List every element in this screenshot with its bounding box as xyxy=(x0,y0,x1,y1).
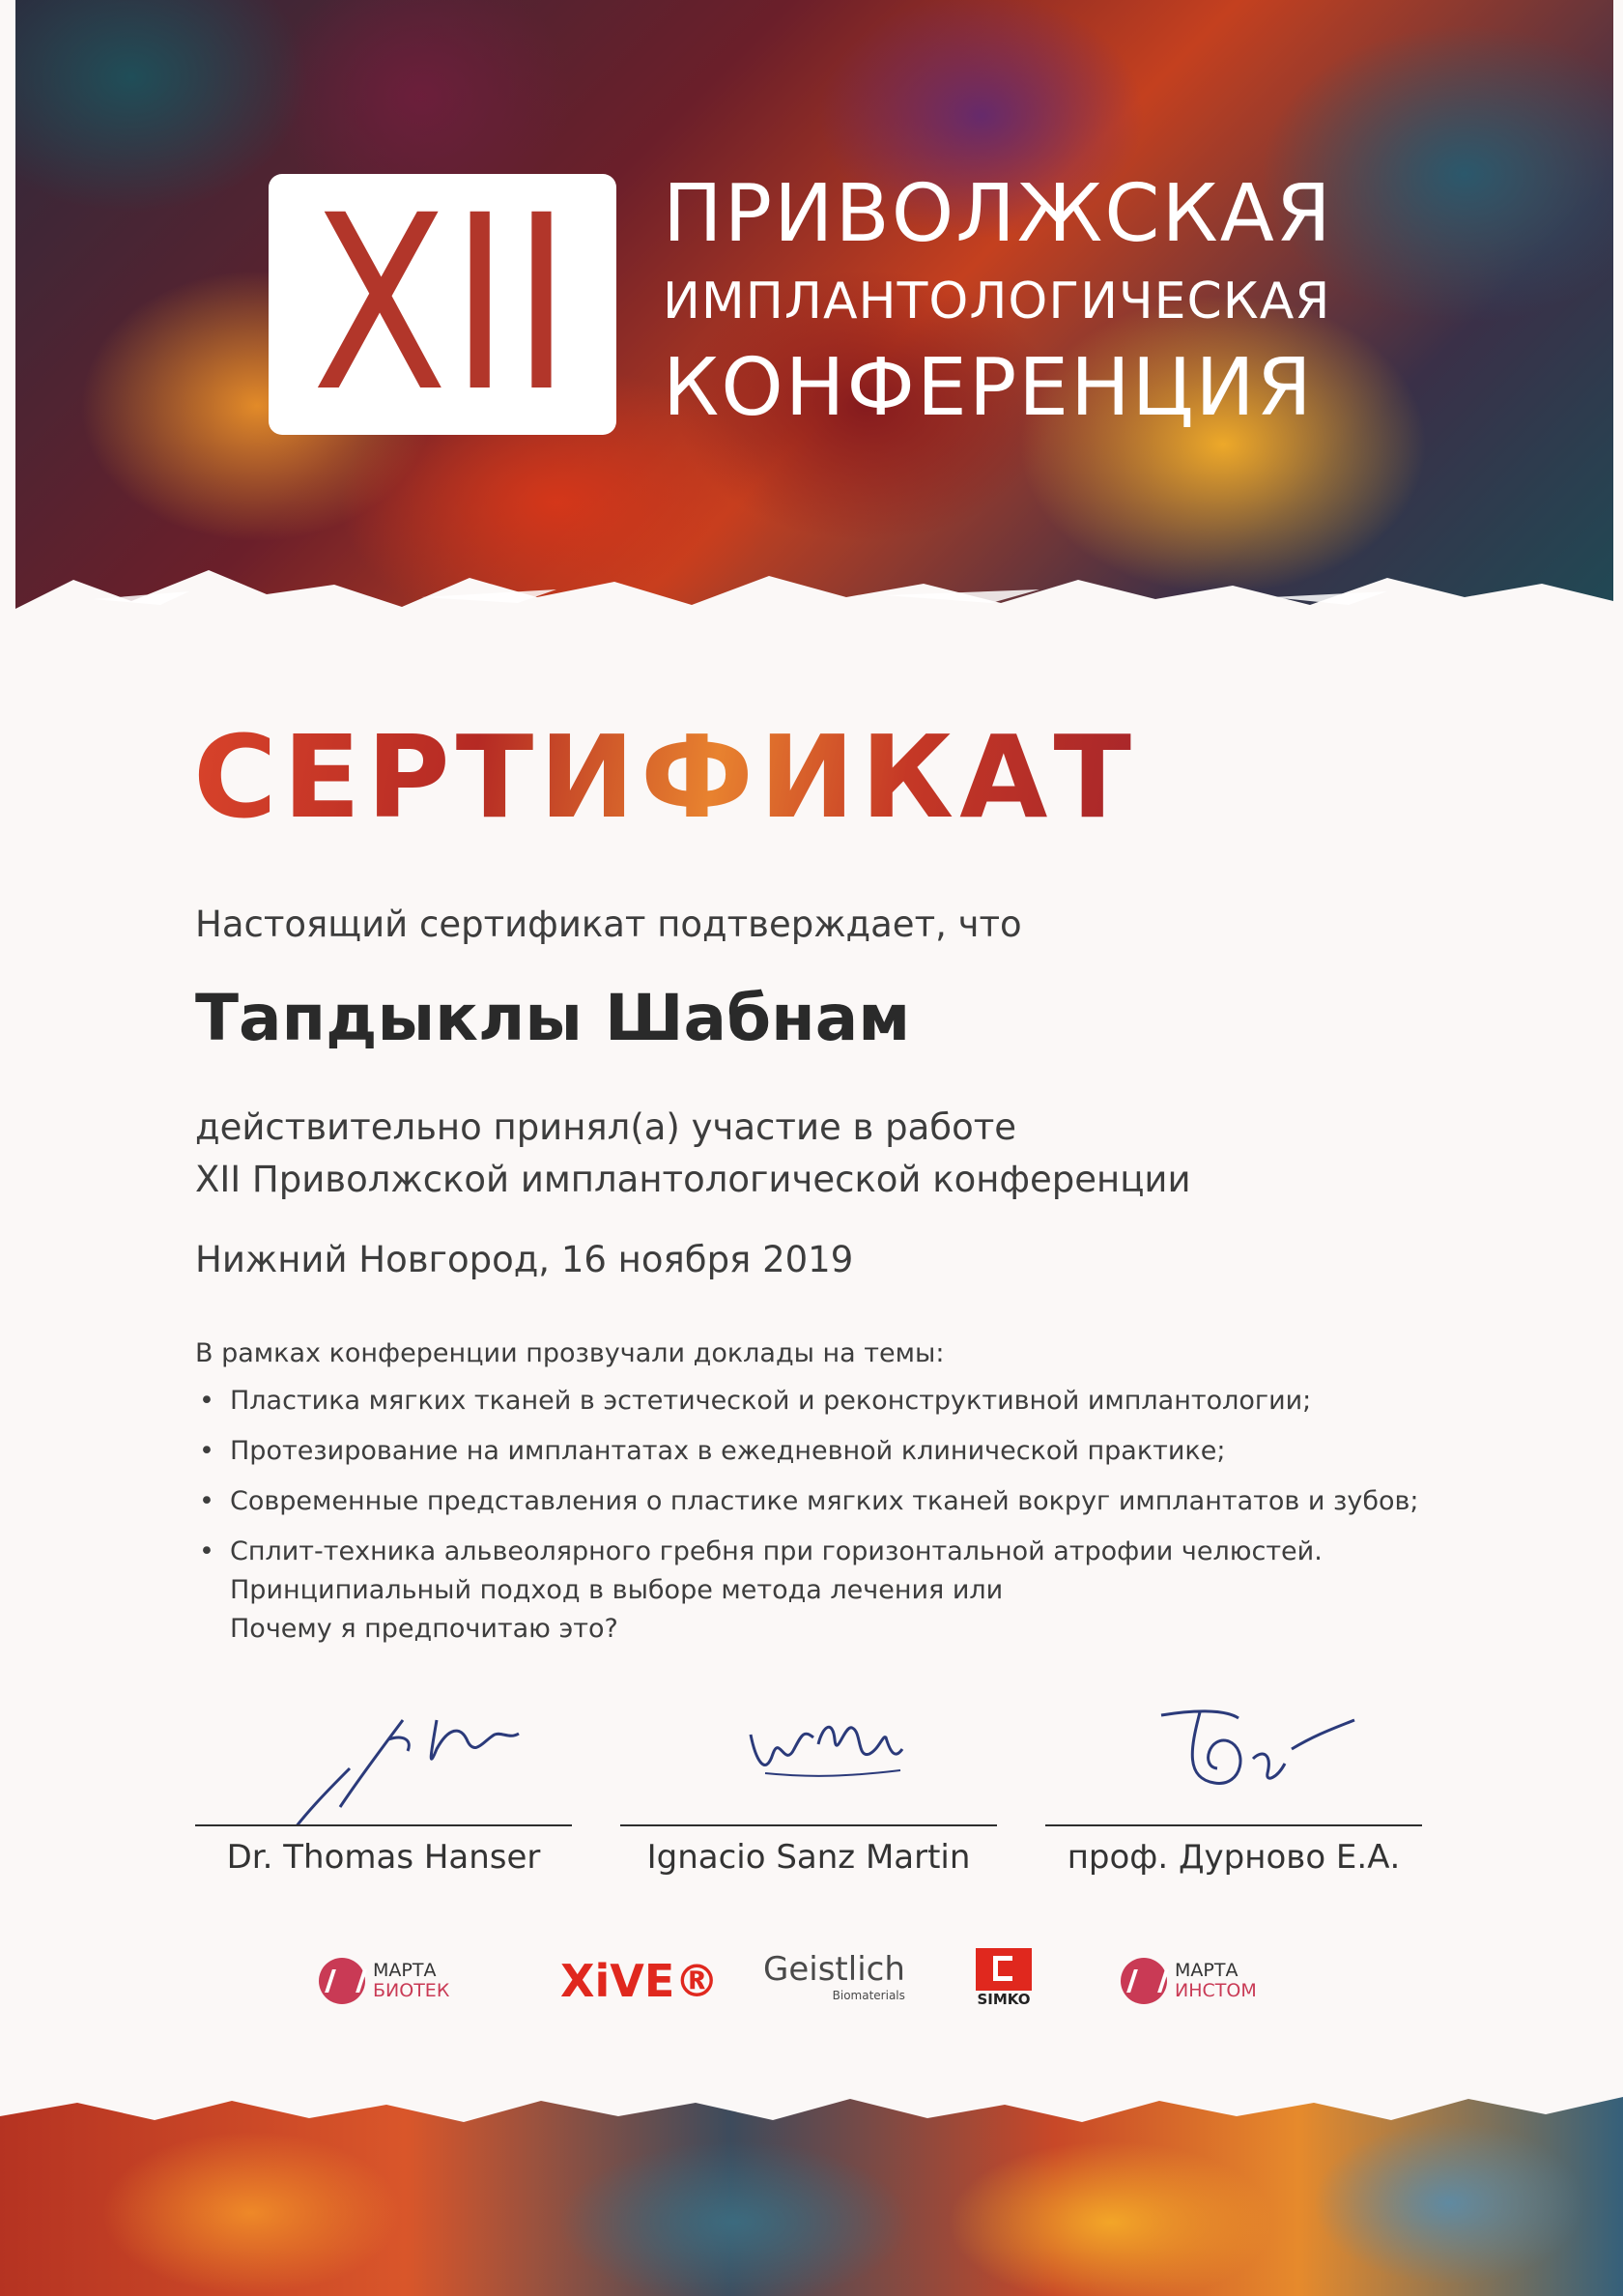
bullet-icon: • xyxy=(199,1436,214,1466)
signature-line xyxy=(620,1824,997,1826)
geistlich-name: Geistlich xyxy=(763,1950,905,1989)
numeral-text: XII xyxy=(311,163,574,445)
topic-item xyxy=(195,1482,1419,1521)
certificate-intro: Настоящий сертификат подтверждает, что xyxy=(195,904,1022,945)
handwritten-signature xyxy=(620,1681,997,1826)
marta-instom-logo xyxy=(1121,1942,1257,2020)
conference-title-line1: ПРИВОЛЖСКАЯ xyxy=(663,168,1333,260)
marta-icon xyxy=(1121,1958,1167,2004)
signature-block-sanz xyxy=(620,1681,997,1875)
marta-instom-text xyxy=(1175,1961,1257,2001)
certificate-title: СЕРТИФИКАТ xyxy=(193,710,1137,844)
signatory-name: Ignacio Sanz Martin xyxy=(646,1838,971,1877)
topic-item xyxy=(195,1432,1419,1471)
numeral-badge xyxy=(269,163,616,445)
geistlich-subtitle: Biomaterials xyxy=(832,1989,905,2002)
recipient-name: Тапдыклы Шабнам xyxy=(195,981,911,1055)
topic-line: Современные представления о пластике мягких тканей вокруг имплантатов и зубов; xyxy=(230,1486,1419,1516)
marta-biotek-text xyxy=(373,1961,449,2001)
simko-icon xyxy=(976,1948,1032,1991)
bullet-icon: • xyxy=(199,1386,214,1416)
signatory-name: проф. Дурново Е.А. xyxy=(1067,1838,1401,1877)
marta-biotek-line2: БИОТЕК xyxy=(373,1980,450,2001)
signature-line xyxy=(195,1824,572,1826)
geistlich-logo xyxy=(763,1950,905,2027)
topic-item xyxy=(195,1533,1419,1649)
bullet-icon: • xyxy=(199,1486,214,1516)
simko-logo xyxy=(976,1948,1032,2025)
topic-line: Принципиальный подход в выборе метода лечения или xyxy=(230,1575,1004,1605)
footer-banner xyxy=(0,2078,1623,2296)
handwritten-signature xyxy=(1045,1681,1422,1826)
participation-line1: действительно принял(а) участие в работе xyxy=(195,1106,1017,1148)
conference-title xyxy=(663,166,1397,437)
signature-line xyxy=(1045,1824,1422,1826)
participation-line2: XII Приволжской имплантологической конференции xyxy=(195,1159,1191,1200)
xive-logo: XiVE® xyxy=(560,1955,720,2007)
signature-block-hanser xyxy=(195,1681,572,1875)
marta-instom-line2: ИНСТОМ xyxy=(1175,1980,1257,2001)
header-banner xyxy=(15,0,1613,628)
topic-line: Пластика мягких тканей в эстетической и реконструктивной имплантологии; xyxy=(230,1386,1312,1416)
marta-icon xyxy=(319,1958,365,2004)
topic-item xyxy=(195,1382,1419,1421)
sponsor-logos xyxy=(319,1942,1314,2020)
conference-title-line3: КОНФЕРЕНЦИЯ xyxy=(663,342,1314,434)
topics-label: В рамках конференции прозвучали доклады на темы: xyxy=(195,1338,945,1368)
topic-line: Протезирование на имплантатах в ежедневной клинической практике; xyxy=(230,1436,1226,1466)
marta-instom-line1: МАРТА xyxy=(1175,1960,1239,1981)
topic-line: Сплит-техника альвеолярного гребня при горизонтальной атрофии челюстей. xyxy=(230,1536,1323,1566)
conference-title-line2: ИМПЛАНТОЛОГИЧЕСКАЯ xyxy=(663,273,1331,330)
footer-torn-edge xyxy=(0,2078,1623,2145)
marta-biotek-logo xyxy=(319,1942,449,2020)
simko-name: SIMKO xyxy=(977,1991,1031,2008)
participation-text xyxy=(195,1102,1191,1206)
signature-block-durnovo xyxy=(1045,1681,1422,1875)
banner-torn-edge xyxy=(15,541,1613,628)
topic-line: Почему я предпочитаю это? xyxy=(230,1614,618,1644)
marta-biotek-line1: МАРТА xyxy=(373,1960,437,1981)
handwritten-signature xyxy=(195,1681,572,1826)
topics-list xyxy=(195,1382,1419,1660)
signatory-name: Dr. Thomas Hanser xyxy=(226,1838,541,1877)
place-date: Нижний Новгород, 16 ноября 2019 xyxy=(195,1239,854,1280)
bullet-icon: • xyxy=(199,1536,214,1566)
